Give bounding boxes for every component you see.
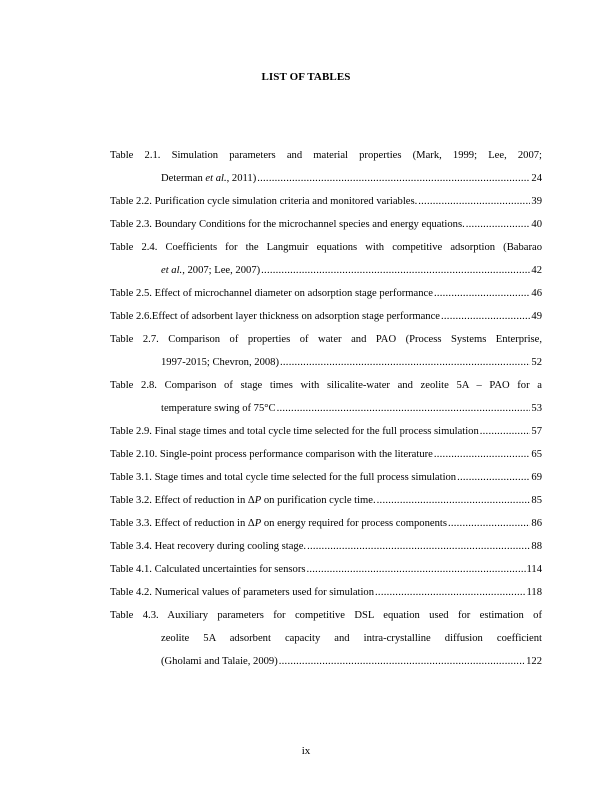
toc-entry[interactable] (110, 218, 542, 232)
toc-entry-line: Table 2.4. Coefficients for the Langmuir equations with competitive adsorption (Babarao (110, 242, 542, 253)
dot-leader (434, 448, 531, 462)
toc-entry-title: Table 2.2. Purification cycle simulation criteria and monitored variables. (110, 196, 418, 207)
toc-entry-line: Table 2.1. Simulation parameters and material properties (Mark, 1999; Lee, 2007; (110, 150, 542, 161)
toc-entry-title: Determan et al., 2011) (161, 173, 257, 184)
toc-entry[interactable] (110, 149, 542, 186)
toc-entry-title: et al., 2007; Lee, 2007) (161, 265, 261, 276)
toc-entry-line (110, 195, 542, 209)
toc-entry[interactable] (110, 494, 542, 508)
toc-entry-line (110, 586, 542, 600)
dot-leader (307, 540, 530, 554)
toc-entry-line (110, 540, 542, 554)
toc-entry-line: Table 2.7. Comparison of properties of water and PAO (Process Systems Enterprise, (110, 334, 542, 345)
toc-entry[interactable] (110, 310, 542, 324)
page-number: ix (301, 745, 311, 757)
toc-entry-line (110, 172, 542, 186)
dot-leader (457, 471, 530, 485)
dot-leader (280, 356, 530, 370)
toc-entry-page-number: 65 (531, 449, 542, 460)
toc-entry-line (110, 655, 542, 669)
toc-entry-page-number: 57 (531, 426, 542, 437)
toc-entry-line (110, 471, 542, 485)
toc-entry-title: Table 3.4. Heat recovery during cooling stage. (110, 541, 307, 552)
dot-leader (434, 287, 530, 301)
dot-leader (466, 218, 531, 232)
table-list (110, 149, 542, 678)
toc-entry-title: Table 2.10. Single-point process performance comparison with the literature (110, 449, 433, 460)
toc-entry-page-number: 118 (526, 587, 542, 598)
toc-entry-line (110, 218, 542, 232)
toc-entry-page-number: 86 (531, 518, 542, 529)
toc-entry-title: Table 4.2. Numerical values of parameters used for simulation (110, 587, 375, 598)
toc-entry[interactable] (110, 241, 542, 278)
toc-entry-line: Table 4.3. Auxiliary parameters for competitive DSL equation used for estimation of (110, 610, 542, 621)
toc-entry-page-number: 52 (531, 357, 542, 368)
toc-entry-page-number: 24 (531, 173, 542, 184)
dot-leader (448, 517, 530, 531)
toc-entry-page-number: 46 (531, 288, 542, 299)
dot-leader (306, 563, 525, 577)
toc-entry-title: (Gholami and Talaie, 2009) (161, 656, 278, 667)
toc-entry-page-number: 42 (531, 265, 542, 276)
toc-entry-line (110, 563, 542, 577)
toc-entry-line: zeolite 5A adsorbent capacity and intra-crystalline diffusion coefficient (161, 633, 542, 644)
toc-entry-line (110, 264, 542, 278)
toc-entry[interactable] (110, 471, 542, 485)
page-title: LIST OF TABLES (261, 71, 351, 83)
toc-entry[interactable] (110, 448, 542, 462)
toc-entry[interactable] (110, 563, 542, 577)
toc-entry-line (110, 517, 542, 531)
toc-entry-line (110, 356, 542, 370)
toc-entry-title: Table 3.2. Effect of reduction in ΔP on purification cycle time. (110, 495, 376, 506)
toc-entry-line (110, 402, 542, 416)
toc-entry-title: Table 2.3. Boundary Conditions for the microchannel species and energy equations. (110, 219, 465, 230)
toc-entry[interactable] (110, 195, 542, 209)
toc-entry-page-number: 114 (526, 564, 542, 575)
toc-entry-title: Table 4.1. Calculated uncertainties for sensors (110, 564, 306, 575)
dot-leader (377, 494, 531, 508)
dot-leader (441, 310, 530, 324)
toc-entry-page-number: 40 (531, 219, 542, 230)
toc-entry-line: Table 2.8. Comparison of stage times with silicalite-water and zeolite 5A – PAO for a (110, 380, 542, 391)
toc-entry-line (110, 425, 542, 439)
toc-entry-title: Table 3.3. Effect of reduction in ΔP on energy required for process components (110, 518, 447, 529)
toc-entry[interactable] (110, 425, 542, 439)
dot-leader (279, 655, 525, 669)
toc-entry-page-number: 122 (526, 656, 542, 667)
toc-entry-line (110, 287, 542, 301)
toc-entry[interactable] (110, 287, 542, 301)
toc-entry[interactable] (110, 379, 542, 416)
toc-entry-title: Table 2.6.Effect of adsorbent layer thickness on adsorption stage performance (110, 311, 440, 322)
toc-entry-page-number: 69 (531, 472, 542, 483)
dot-leader (375, 586, 525, 600)
dot-leader (480, 425, 531, 439)
toc-entry-page-number: 53 (531, 403, 542, 414)
toc-entry[interactable] (110, 586, 542, 600)
toc-entry-title: Table 2.5. Effect of microchannel diameter on adsorption stage performance (110, 288, 433, 299)
toc-entry[interactable] (110, 333, 542, 370)
toc-entry-page-number: 39 (531, 196, 542, 207)
toc-entry-title: 1997-2015; Chevron, 2008) (161, 357, 279, 368)
toc-entry-title: Table 3.1. Stage times and total cycle time selected for the full process simulation (110, 472, 457, 483)
toc-entry-page-number: 49 (531, 311, 542, 322)
toc-entry[interactable] (110, 609, 542, 669)
toc-entry[interactable] (110, 517, 542, 531)
toc-entry-page-number: 88 (531, 541, 542, 552)
toc-entry-title: temperature swing of 75°C (161, 403, 276, 414)
toc-entry-page-number: 85 (531, 495, 542, 506)
dot-leader (257, 172, 530, 186)
toc-entry[interactable] (110, 540, 542, 554)
dot-leader (261, 264, 530, 278)
toc-entry-line (110, 494, 542, 508)
toc-entry-title: Table 2.9. Final stage times and total cycle time selected for the full process simulation (110, 426, 479, 437)
toc-entry-line (110, 448, 542, 462)
dot-leader (277, 402, 531, 416)
toc-entry-line (110, 310, 542, 324)
dot-leader (418, 195, 530, 209)
